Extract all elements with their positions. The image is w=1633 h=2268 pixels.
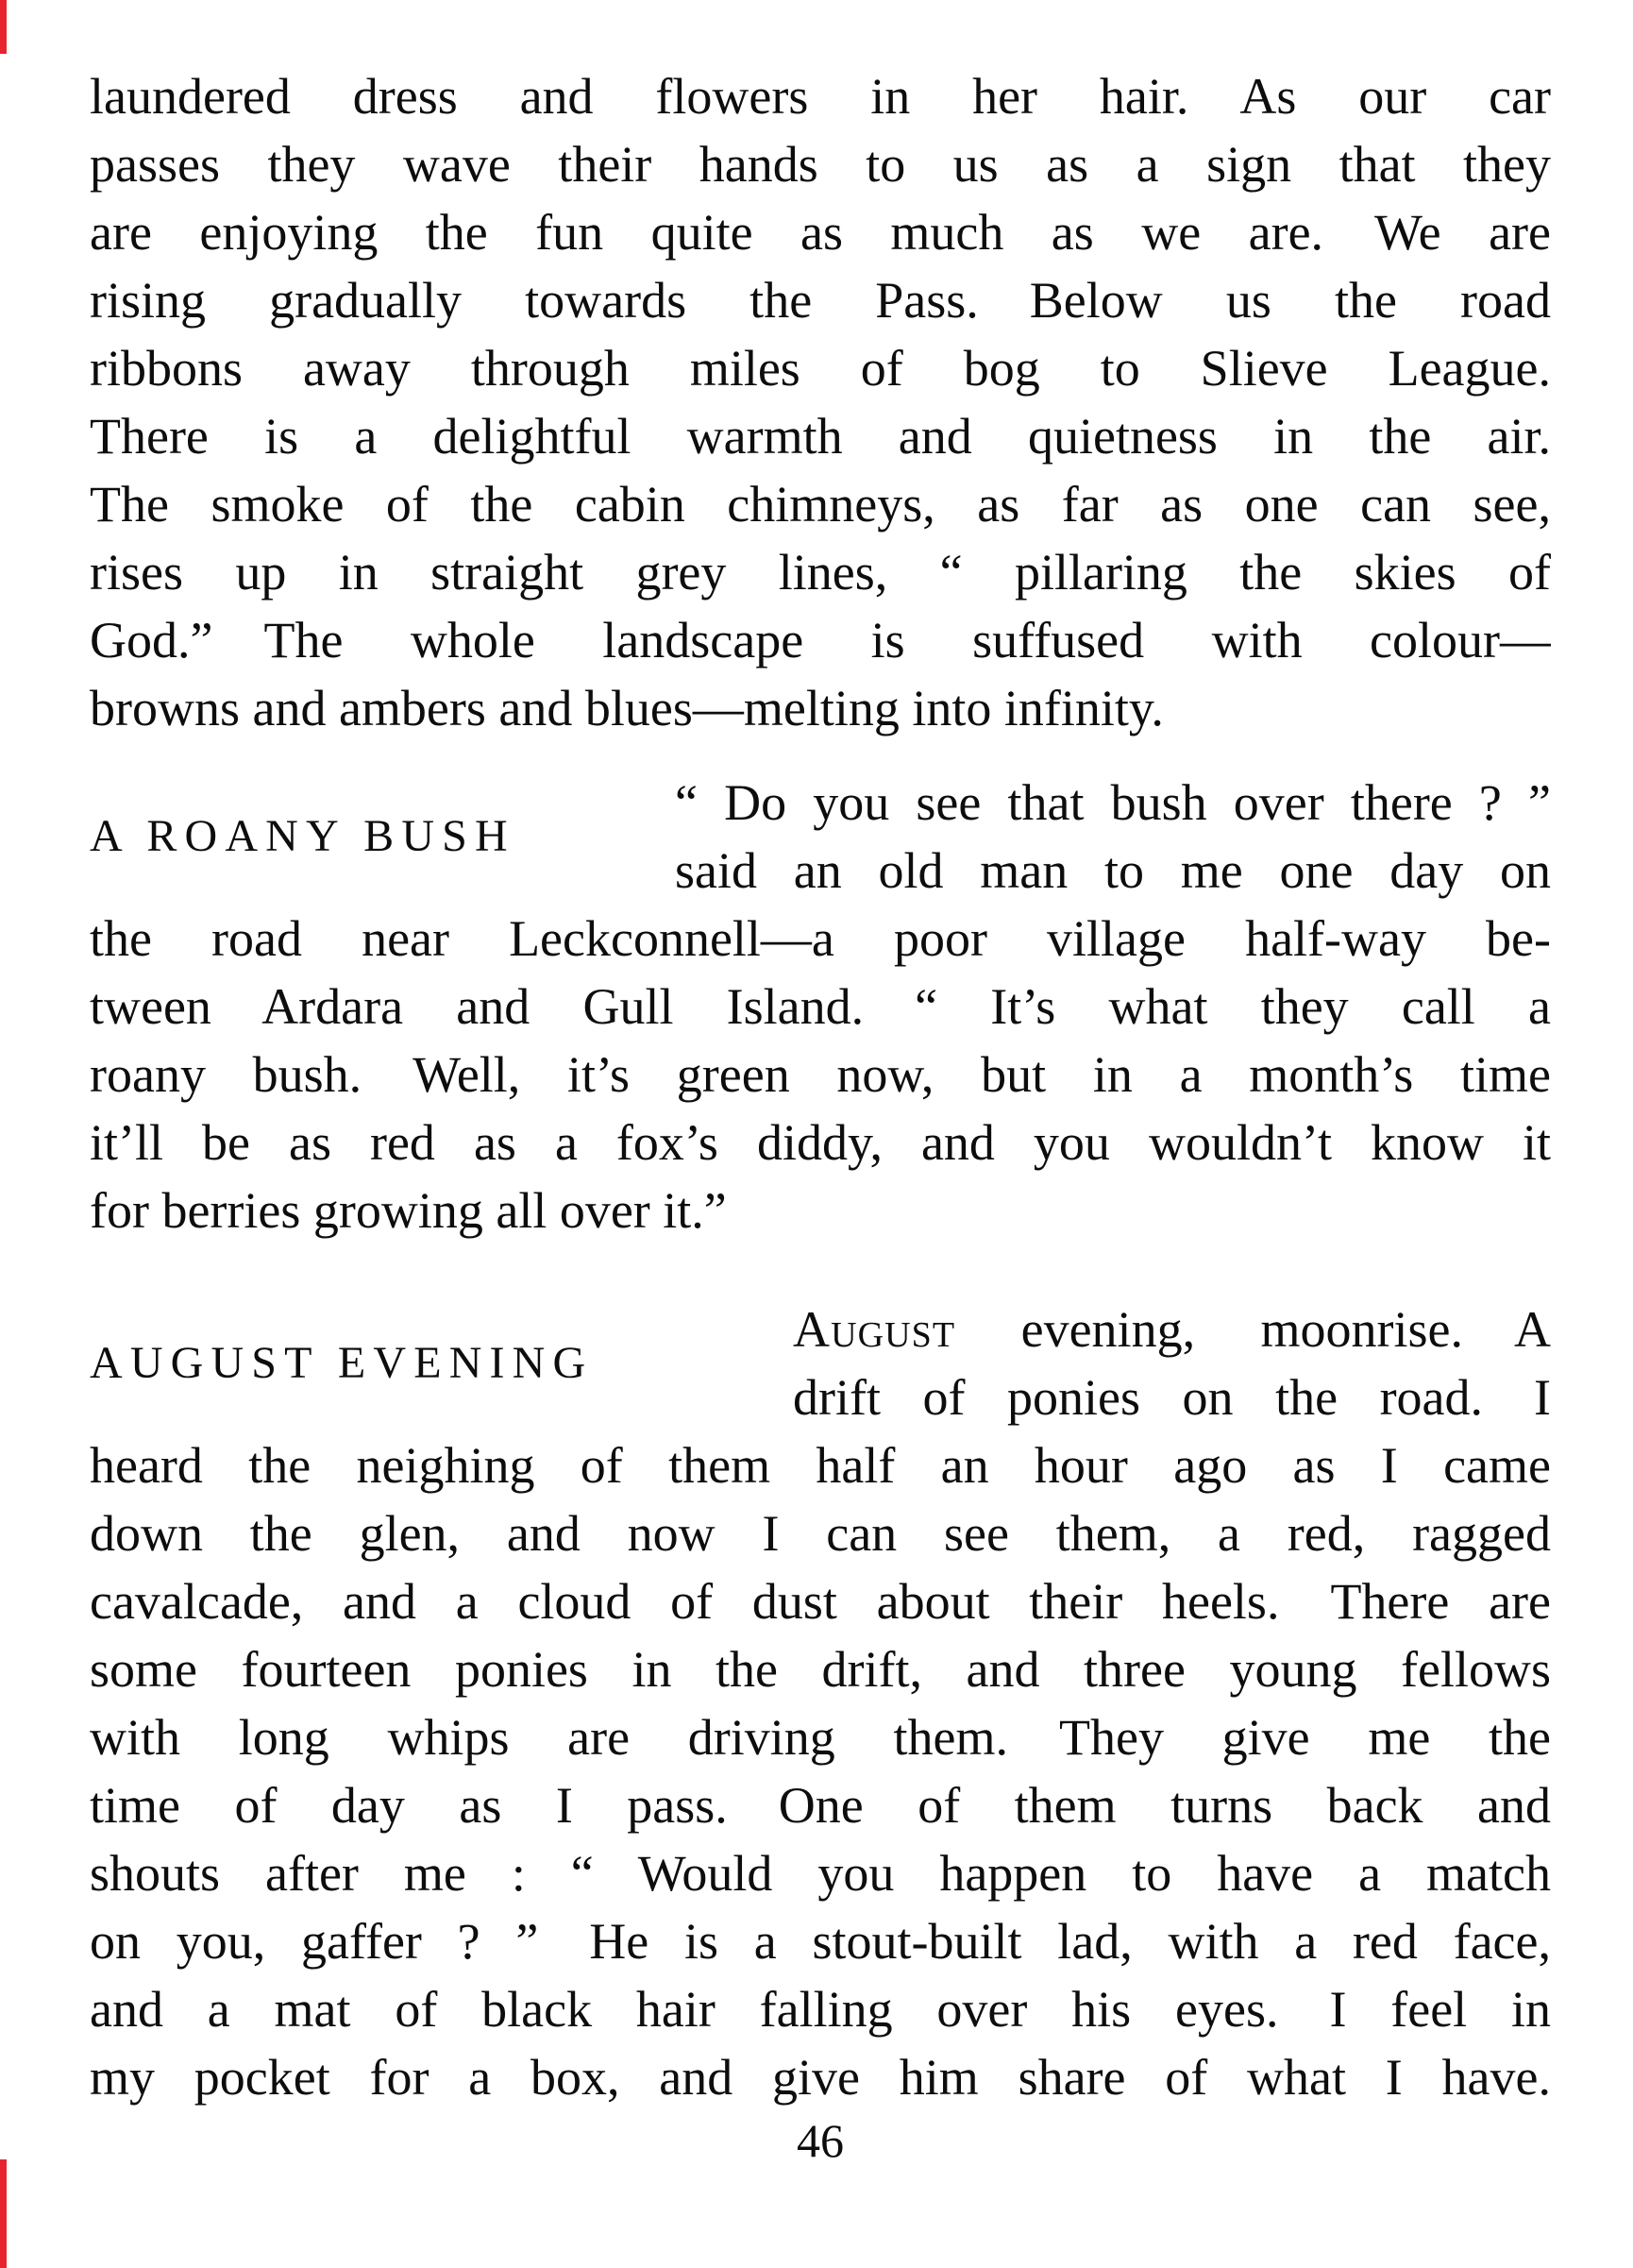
section-august-evening <box>90 1295 1551 2111</box>
text-line: with long whips are driving them. They give me the <box>90 1709 1551 1766</box>
text-line: roany bush. Well, it’s green now, but in a month’s time <box>90 1046 1551 1103</box>
text-line: heard the neighing of them half an hour ago as I came <box>90 1437 1551 1494</box>
text-line-rest: evening, moonrise. A <box>955 1301 1551 1358</box>
text-line: drift of ponies on the road. I <box>793 1369 1551 1426</box>
text-line: passes they wave their hands to us as a sign that they <box>90 136 1551 193</box>
text-line: “ Do you see that bush over there ? ” <box>675 774 1551 831</box>
text-line: ribbons away through miles of bog to Slieve League. <box>90 340 1551 397</box>
small-caps-word: August <box>793 1301 956 1358</box>
text-line: the road near Leckconnell—a poor village half-way be- <box>90 910 1551 967</box>
text-line: some fourteen ponies in the drift, and three young fellows <box>90 1641 1551 1698</box>
text-block <box>90 62 1551 2111</box>
text-line: laundered dress and flowers in her hair. As our car <box>90 68 1551 125</box>
text-line: God.” The whole landscape is suffused with colour— <box>90 612 1551 669</box>
section-heading-roany-bush: A ROANY BUSH <box>90 811 515 861</box>
section-roany-bush <box>90 769 1551 1244</box>
section-intro-column <box>675 769 1551 905</box>
text-line: The smoke of the cabin chimneys, as far as one can see, <box>90 476 1551 533</box>
text-line: cavalcade, and a cloud of dust about their heels. There are <box>90 1573 1551 1630</box>
section-head-row <box>90 1295 1551 1431</box>
text-line: on you, gaffer ? ” He is a stout-built lad, with a red face, <box>90 1913 1551 1970</box>
text-line: it’ll be as red as a fox’s diddy, and you wouldn’t know it <box>90 1114 1551 1171</box>
text-line: time of day as I pass. One of them turns back and <box>90 1777 1551 1834</box>
text-line: browns and ambers and blues—melting into infinity. <box>90 680 1164 736</box>
paragraph-continuation <box>90 62 1551 742</box>
text-line: shouts after me : “ Would you happen to have a match <box>90 1845 1551 1902</box>
section-heading-august-evening: AUGUST EVENING <box>90 1338 594 1388</box>
text-line: tween Ardara and Gull Island. “ It’s what they call a <box>90 978 1551 1035</box>
text-line: are enjoying the fun quite as much as we are. We are <box>90 204 1551 261</box>
text-line: my pocket for a box, and give him share of what I have. <box>90 2049 1551 2106</box>
text-line: rises up in straight grey lines, “ pillaring the skies of <box>90 544 1551 601</box>
scan-red-mark-top <box>0 0 7 54</box>
text-line: and a mat of black hair falling over his eyes. I feel in <box>90 1981 1551 2038</box>
scan-red-mark-bottom <box>0 2159 7 2268</box>
text-line: down the glen, and now I can see them, a red, ragged <box>90 1505 1551 1562</box>
text-line: rising gradually towards the Pass. Below us the road <box>90 272 1551 329</box>
page-number: 46 <box>797 2114 844 2167</box>
text-line: for berries growing all over it.” <box>90 1182 727 1239</box>
text-line: said an old man to me one day on <box>675 842 1551 899</box>
text-line <box>793 1295 1551 1363</box>
text-line: There is a delightful warmth and quietness in the air. <box>90 408 1551 465</box>
section-intro-column <box>793 1295 1551 1431</box>
section-head-row <box>90 769 1551 905</box>
